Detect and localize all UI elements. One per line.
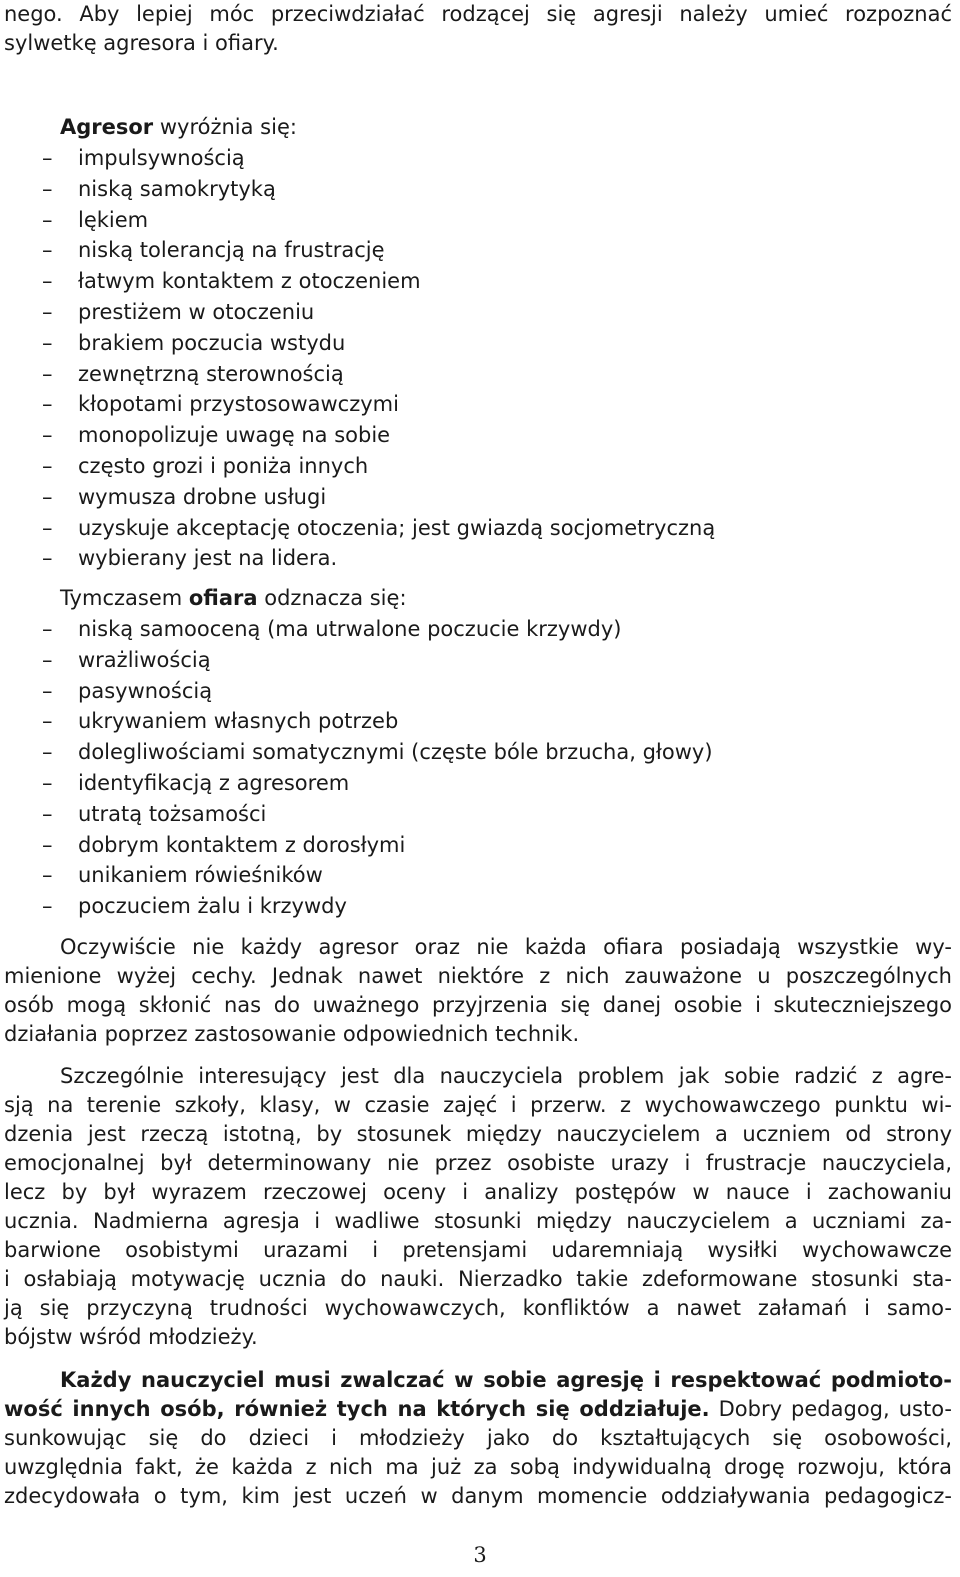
paragraph-line: ucznia. Nadmierna agresja i wadliwe stosunki między nauczycielem a uczniami za-: [4, 1209, 952, 1233]
dash-bullet: –: [42, 546, 53, 571]
list-item: [0, 676, 713, 707]
list-item: [0, 420, 715, 451]
list-item: [0, 891, 713, 922]
paragraph-line: ją się przyczyną trudności wychowawczych, konfliktów a nawet załamań i samo-: [4, 1296, 952, 1320]
dash-bullet: –: [42, 484, 53, 509]
paragraph-line: emocjonalnej był determinowany nie przez osobiste urazy i frustracje nauczyciela,: [4, 1151, 952, 1175]
paragraph-traits-summary: [4, 933, 952, 1049]
victim-heading: [60, 583, 407, 614]
list-item-text: monopolizuje uwagę na sobie: [78, 423, 391, 448]
list-item-text: poczuciem żalu i krzywdy: [78, 894, 347, 919]
list-item-text: dobrym kontaktem z dorosłymi: [78, 832, 406, 857]
paragraph-line: [4, 1395, 952, 1424]
list-item: [0, 451, 715, 482]
list-item-text: niską samokrytyką: [78, 176, 276, 201]
list-item: [0, 235, 715, 266]
dash-bullet: –: [42, 423, 53, 448]
list-item-text: uzyskuje akceptację otoczenia; jest gwiazdą socjometryczną: [78, 515, 716, 540]
dash-bullet: –: [42, 678, 53, 703]
list-item: [0, 297, 715, 328]
list-item-text: niską samooceną (ma utrwalone poczucie krzywdy): [78, 617, 622, 641]
dash-bullet: –: [42, 801, 53, 826]
intro-line: sylwetkę agresora i ofiary.: [4, 31, 279, 55]
list-item: [0, 614, 713, 645]
list-item: [0, 645, 713, 676]
list-item: [0, 482, 715, 513]
aggressor-heading-text: wyróżnia się:: [153, 115, 297, 139]
dash-bullet: –: [42, 863, 53, 888]
paragraph-line: zdecydowała o tym, kim jest uczeń w danym momencie oddziaływania pedagogicz-: [4, 1484, 952, 1508]
list-item-text: impulsywnością: [78, 146, 245, 170]
list-item-text: utratą tożsamości: [78, 801, 267, 826]
list-item: [0, 799, 713, 830]
dash-bullet: –: [42, 709, 53, 734]
dash-bullet: –: [42, 515, 53, 540]
victim-traits-list: [0, 614, 713, 922]
aggressor-heading: [60, 112, 297, 143]
dash-bullet: –: [42, 894, 53, 919]
dash-bullet: –: [42, 299, 53, 324]
list-item-text: ukrywaniem własnych potrzeb: [78, 709, 399, 734]
bold-statement: Każdy nauczyciel musi zwalczać w sobie agresję i respektować podmioto-: [60, 1368, 952, 1392]
list-item: [0, 543, 715, 574]
list-item-text: niską tolerancją na frustrację: [78, 238, 385, 263]
dash-bullet: –: [42, 740, 53, 765]
list-item-text: wymusza drobne usługi: [78, 484, 327, 509]
list-item-text: brakiem poczucia wstydu: [78, 330, 346, 355]
list-item: [0, 860, 713, 891]
paragraph-line: i osłabiają motywację ucznia do nauki. Nierzadko takie zdeformowane stosunki sta-: [4, 1267, 952, 1291]
list-item: [0, 830, 713, 861]
dash-bullet: –: [42, 453, 53, 478]
aggressor-heading-bold: Agresor: [60, 115, 154, 139]
list-item-text: wybierany jest na lidera.: [78, 546, 338, 571]
list-item: [0, 266, 715, 297]
dash-bullet: –: [42, 832, 53, 857]
bold-statement: wość innych osób, również tych na których się oddziałuje.: [4, 1397, 710, 1421]
list-item-text: dolegliwościami somatycznymi (częste bóle brzucha, głowy): [78, 740, 713, 765]
paragraph-line: lecz by był wyrazem rzeczowej oceny i analizy postępów w nauce i zachowaniu: [4, 1180, 952, 1204]
paragraph-line: sunkowując się do dzieci i młodzieży jako do kształtujących się osobowości,: [4, 1426, 952, 1450]
list-item-text: łatwym kontaktem z otoczeniem: [78, 269, 421, 294]
list-item: [0, 205, 715, 236]
dash-bullet: –: [42, 617, 53, 641]
list-item-text: unikaniem rówieśników: [78, 863, 323, 888]
paragraph-teacher-aggression: [4, 1062, 952, 1352]
dash-bullet: –: [42, 176, 53, 201]
paragraph-line: bójstw wśród młodzieży.: [4, 1325, 258, 1349]
list-item: [0, 143, 715, 174]
paragraph-line: uwzględnia fakt, że każda z nich ma już za sobą indywidualną drogę rozwoju, która: [4, 1455, 952, 1479]
list-item: [0, 328, 715, 359]
victim-heading-text: odznacza się:: [257, 586, 407, 610]
paragraph-line: Oczywiście nie każdy agresor oraz nie każda ofiara posiadają wszystkie wy-: [60, 935, 952, 959]
victim-heading-pre: Tymczasem: [60, 586, 189, 610]
paragraph-line: dzenia jest rzeczą istotną, by stosunek między nauczycielem a uczniem od strony: [4, 1122, 952, 1146]
dash-bullet: –: [42, 207, 53, 232]
list-item: [0, 389, 715, 420]
victim-heading-bold: ofiara: [188, 586, 258, 610]
dash-bullet: –: [42, 269, 53, 294]
list-item-text: pasywnością: [78, 678, 213, 703]
dash-bullet: –: [42, 146, 53, 170]
intro-line: nego. Aby lepiej móc przeciwdziałać rodzącej się agresji należy umieć rozpoznać: [4, 2, 952, 26]
paragraph-line: sją na terenie szkoły, klasy, w czasie zajęć i przerw. z wychowawczego punktu wi-: [4, 1093, 952, 1117]
paragraph-line: osób mogą skłonić nas do uważnego przyjrzenia się danej osobie i skuteczniejszego: [4, 993, 952, 1017]
paragraph-line: Szczególnie interesujący jest dla nauczyciela problem jak sobie radzić z agre-: [60, 1064, 952, 1088]
dash-bullet: –: [42, 330, 53, 355]
list-item: [0, 768, 713, 799]
dash-bullet: –: [42, 770, 53, 795]
list-item-text: prestiżem w otoczeniu: [78, 299, 315, 324]
intro-paragraph: [4, 0, 952, 58]
aggressor-traits-list: [0, 143, 715, 574]
list-item-text: zewnętrzną sterownością: [78, 361, 344, 386]
paragraph-text: Dobry pedagog, usto-: [709, 1397, 953, 1421]
paragraph-line: działania poprzez zastosowanie odpowiednich technik.: [4, 1022, 580, 1046]
list-item: [0, 513, 715, 544]
page-number: 3: [473, 1543, 487, 1567]
paragraph-line: mienione wyżej cechy. Jednak nawet niektóre z nich zauważone u poszczególnych: [4, 964, 952, 988]
list-item-text: wrażliwością: [78, 647, 211, 672]
list-item-text: kłopotami przystosowawczymi: [78, 392, 399, 417]
dash-bullet: –: [42, 238, 53, 263]
paragraph-line: [4, 1366, 952, 1395]
list-item: [0, 174, 715, 205]
paragraph-line: barwione osobistymi urazami i pretensjami udaremniają wysiłki wychowawcze: [4, 1238, 952, 1262]
dash-bullet: –: [42, 361, 53, 386]
list-item: [0, 359, 715, 390]
list-item-text: często grozi i poniża innych: [78, 453, 369, 478]
paragraph-teacher-duty: [4, 1366, 952, 1511]
dash-bullet: –: [42, 392, 53, 417]
list-item: [0, 706, 713, 737]
list-item: [0, 737, 713, 768]
list-item-text: identyfikacją z agresorem: [78, 770, 350, 795]
list-item-text: lękiem: [78, 207, 149, 232]
dash-bullet: –: [42, 647, 53, 672]
